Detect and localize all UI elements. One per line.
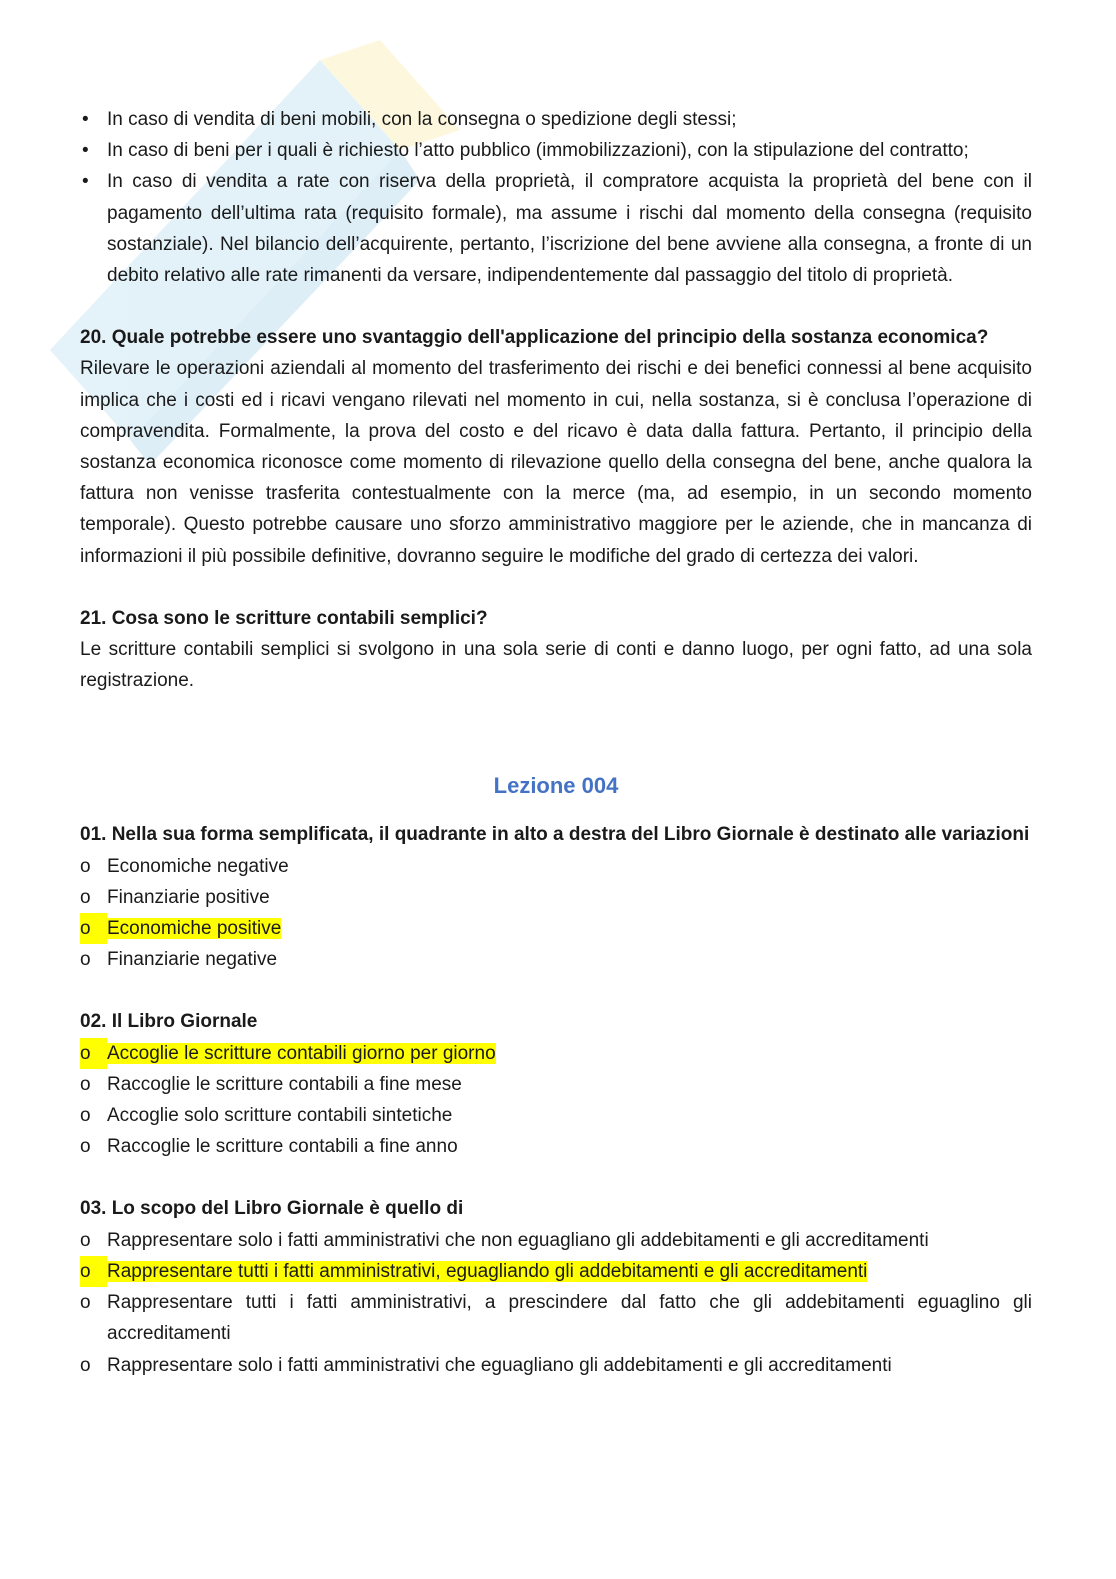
bullet-item: • In caso di vendita a rate con riserva della proprietà, il compratore acquista la proprietà del bene con il pagamento dell’ultima rata (requisito formale), ma assume i rischi dal momento della consegna (requisito sostanziale). Nel bilancio dell’acquirente, pertanto, l’iscrizione del bene avviene alla consegna, a fronte di un debito relativo alle rate rimanenti da versare, indipendentemente dal passaggio del titolo di proprietà. [80,166,1032,291]
option-bullet-icon: o [80,1073,91,1095]
lesson-question-03: 03. Lo scopo del Libro Giornale è quello di [80,1198,464,1220]
option-item [80,1131,1032,1162]
question-21: 21. Cosa sono le scritture contabili semplici? [80,607,488,629]
option-item [80,1100,1032,1131]
lesson-question-02: 02. Il Libro Giornale [80,1011,258,1033]
option-item [80,1069,1032,1100]
options-list-02 [80,1038,1032,1163]
option-text: Rappresentare tutti i fatti amministrativi, a prescindere dal fatto che gli addebitamenti eguaglino gli accreditamenti [107,1292,1032,1345]
option-text: Rappresentare solo i fatti amministrativi che non eguagliano gli addebitamenti e gli accreditamenti [107,1229,929,1251]
option-bullet-icon: o [80,1136,91,1158]
lesson-question-01: 01. Nella sua forma semplificata, il quadrante in alto a destra del Libro Giornale è destinato alle variazioni [80,824,1030,846]
option-bullet-icon: o [80,855,91,877]
option-item [80,1287,1032,1349]
option-text: Raccoglie le scritture contabili a fine anno [107,1136,458,1158]
option-bullet-icon: o [80,1292,91,1314]
option-bullet-icon: o [80,1256,107,1287]
option-bullet-icon: o [80,1354,91,1376]
option-bullet-icon: o [80,1038,107,1069]
option-bullet-icon: o [80,949,91,971]
document-page [80,104,1032,1381]
option-bullet-icon: o [80,913,107,944]
option-item [80,1350,1032,1381]
options-list-03 [80,1225,1032,1381]
option-text-highlighted: Economiche positive [107,918,282,940]
options-list-01 [80,851,1032,976]
option-text-highlighted: Accoglie le scritture contabili giorno per giorno [107,1042,496,1064]
bullet-item: • In caso di beni per i quali è richiesto l’atto pubblico (immobilizzazioni), con la stipulazione del contratto; [80,135,1032,166]
option-item [80,851,1032,882]
option-bullet-icon: o [80,886,91,908]
option-text: Accoglie solo scritture contabili sintetiche [107,1105,453,1127]
question-20: 20. Quale potrebbe essere uno svantaggio dell'applicazione del principio della sostanza economica? [80,327,989,349]
option-item-highlighted [80,1038,1032,1069]
option-item [80,882,1032,913]
lesson-title: Lezione 004 [493,773,619,799]
option-text: Finanziarie negative [107,949,278,971]
option-text: Rappresentare solo i fatti amministrativi che eguagliano gli addebitamenti e gli accreditamenti [107,1354,892,1376]
option-text-highlighted: Rappresentare tutti i fatti amministrativi, eguagliando gli addebitamenti e gli accreditamenti [107,1260,868,1282]
answer-20: Rilevare le operazioni aziendali al momento del trasferimento dei rischi e dei benefici connessi al bene acquisito implica che i costi ed i ricavi vengano rilevati nel momento in cui, nella sostanza, si è conclusa l’operazione di compravendita. Formalmente, la prova del costo e del ricavo è data dalla fattura. Pertanto, il principio della sostanza economica riconosce come momento di rilevazione quello della consegna del bene, anche qualora la fattura non venisse trasferita contestualmente con la merce (ma, ad esempio, in un secondo momento temporale). Questo potrebbe causare uno sforzo amministrativo maggiore per le aziende, che in mancanza di informazioni il più possibile definitive, dovranno seguire le modifiche del grado di certezza dei valori. [80,358,1032,567]
option-item [80,944,1032,975]
answer-21: Le scritture contabili semplici si svolgono in una sola serie di conti e danno luogo, per ogni fatto, ad una sola registrazione. [80,639,1032,692]
option-item-highlighted [80,1256,1032,1287]
option-text: Finanziarie positive [107,886,270,908]
bullet-list [80,104,1032,291]
option-item-highlighted [80,913,1032,944]
option-text: Raccoglie le scritture contabili a fine mese [107,1073,462,1095]
bullet-item: • In caso di vendita di beni mobili, con la consegna o spedizione degli stessi; [80,104,1032,135]
option-item [80,1225,1032,1256]
option-bullet-icon: o [80,1105,91,1127]
option-text: Economiche negative [107,855,289,877]
option-bullet-icon: o [80,1229,91,1251]
